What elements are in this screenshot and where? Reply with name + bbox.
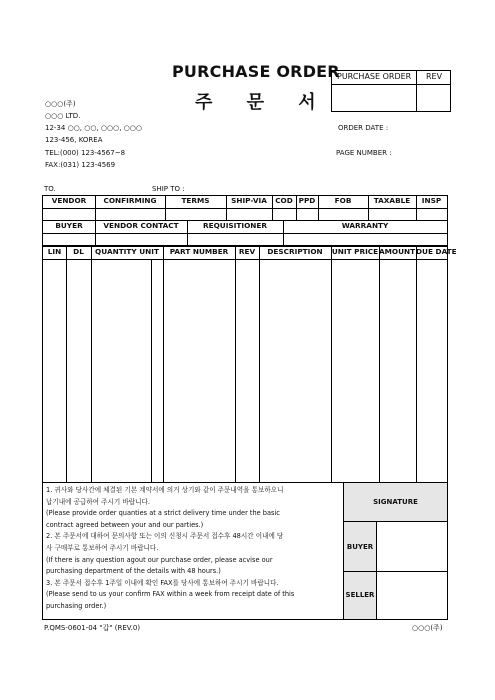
unit-price-header: UNIT PRICE bbox=[331, 247, 379, 256]
company-tel: TEL:(000) 123-4567~8 bbox=[45, 149, 126, 157]
note-line: (Please provide order quanties at a strict delivery time under the basic bbox=[46, 509, 280, 518]
page-subtitle: 주 문 서 bbox=[195, 92, 330, 113]
insp-header: INSP bbox=[421, 196, 442, 205]
seller-label: SELLER bbox=[345, 591, 375, 599]
note-line: purchasing department of the details with 48 hours.) bbox=[46, 567, 221, 576]
dl-header: DL bbox=[73, 247, 84, 256]
note-line: 1. 귀사와 당사간에 체결된 기본 계약서에 의거 상기와 같이 주문내역을 통보하오니 bbox=[46, 486, 284, 494]
ppd-header: PPD bbox=[298, 196, 316, 205]
contacts-grid bbox=[42, 220, 448, 246]
footer-company: ○○○(주) bbox=[412, 624, 443, 632]
warranty-header: WARRANTY bbox=[341, 221, 389, 230]
po-number-label: PURCHASE ORDER bbox=[337, 72, 412, 81]
to-label: TO. bbox=[44, 185, 56, 193]
buyer-label: BUYER bbox=[346, 543, 374, 551]
part-number-header: PART NUMBER bbox=[169, 247, 229, 256]
page-title: PURCHASE ORDER bbox=[172, 62, 340, 81]
quantity-unit-header: QUANTITY UNIT bbox=[95, 247, 159, 256]
doc-code: P.QMS-0601-04 "갑" (REV.0) bbox=[44, 624, 141, 632]
order-terms-grid bbox=[42, 195, 448, 221]
due-date-header: DUE DATE bbox=[416, 247, 457, 256]
company-name-en: ○○○ LTD. bbox=[45, 112, 81, 120]
lin-header: LIN bbox=[47, 247, 62, 256]
signature-title: SIGNATURE bbox=[373, 498, 418, 506]
company-name-kr: ○○○(주) bbox=[45, 100, 76, 108]
note-line: (Please send to us your confirm FAX within a week from receipt date of this bbox=[46, 590, 295, 599]
terms-header: TERMS bbox=[181, 196, 210, 205]
line-items-table bbox=[42, 246, 457, 483]
notes-list bbox=[46, 485, 294, 613]
order-date-label: ORDER DATE : bbox=[338, 124, 389, 132]
vendor-header: VENDOR bbox=[51, 196, 87, 205]
ship-via-header: SHIP-VIA bbox=[231, 196, 267, 205]
po-number-box bbox=[331, 70, 451, 112]
taxable-header: TAXABLE bbox=[373, 196, 411, 205]
cod-header: COD bbox=[275, 196, 293, 205]
note-line: 2. 본 주문서에 대하여 문의사항 또는 이의 신청시 주문서 접수후 48시간 이내에 당 bbox=[46, 532, 284, 541]
company-address2: 123-456, KOREA bbox=[45, 136, 103, 144]
vendor-contact-header: VENDOR CONTACT bbox=[103, 221, 179, 230]
note-line: 3. 본 주문서 접수후 1주일 이내에 확인 FAX를 당사에 통보하여 주시기 바랍니다. bbox=[46, 578, 279, 587]
rev-header: REV bbox=[238, 247, 256, 256]
amount-header: AMOUNT bbox=[379, 247, 416, 256]
buyer-header: BUYER bbox=[55, 221, 83, 230]
note-line: 납기내에 공급하여 주시기 바랍니다. bbox=[46, 497, 150, 506]
note-line: (If there is any question agout our purchase order, please acvise our bbox=[46, 555, 273, 564]
page-number-label: PAGE NUMBER : bbox=[336, 149, 392, 157]
note-line: purchasing order.) bbox=[46, 601, 107, 610]
note-line: 사 구매부로 통보하여 주시기 바랍니다. bbox=[46, 543, 159, 552]
company-fax: FAX:(031) 123-4569 bbox=[45, 161, 116, 169]
role-label-cells bbox=[344, 521, 376, 619]
fob-header: FOB bbox=[334, 196, 352, 205]
terms-signature-box bbox=[42, 482, 448, 620]
note-line: contract agreed between your and our parties.) bbox=[46, 520, 204, 529]
description-header: DESCRIPTION bbox=[267, 247, 323, 256]
confirming-header: CONFIRMING bbox=[103, 196, 157, 205]
rev-label: REV bbox=[426, 72, 443, 81]
company-address1: 12-34 ○○, ○○, ○○○, ○○○ bbox=[45, 124, 142, 132]
ship-to-label: SHIP TO : bbox=[152, 185, 185, 193]
requisitioner-header: REQUISITIONER bbox=[202, 221, 268, 230]
